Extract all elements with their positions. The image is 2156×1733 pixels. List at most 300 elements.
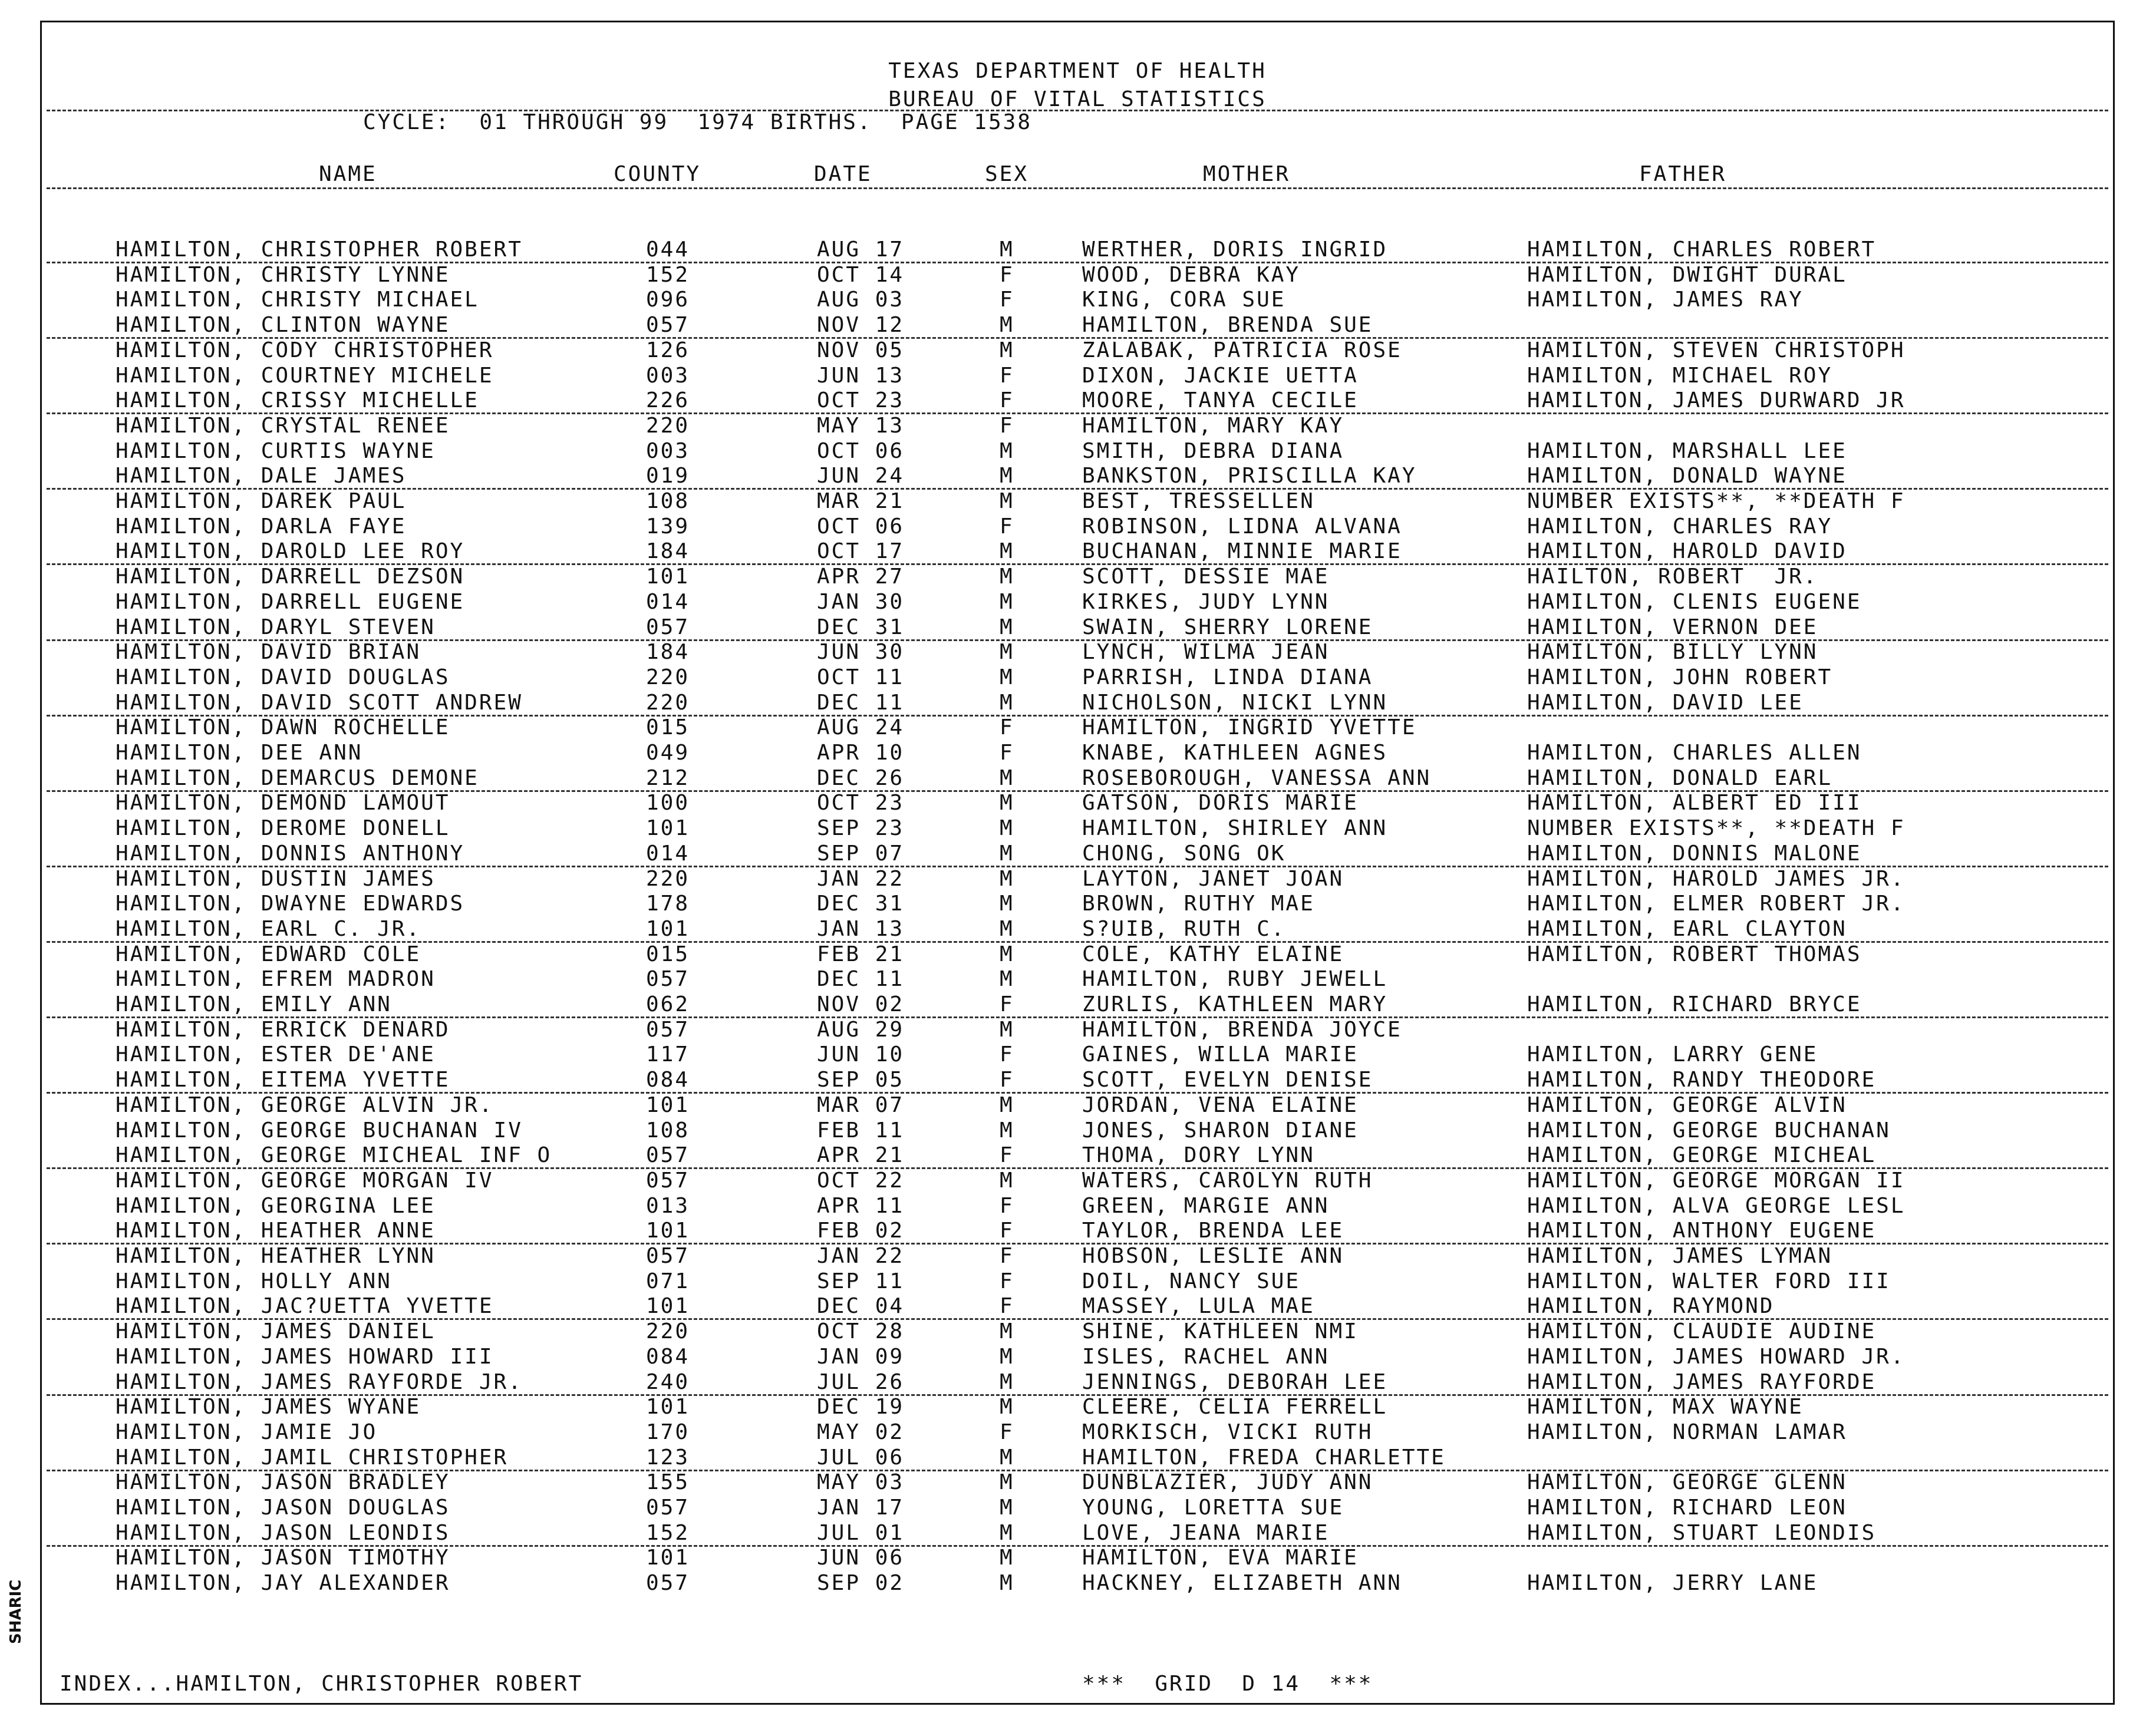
cell-date: NOV 02	[817, 992, 905, 1016]
cell-name: HAMILTON, HOLLY ANN	[116, 1269, 392, 1293]
table-row	[42, 1395, 2113, 1420]
cell-sex: M	[1000, 1344, 1014, 1369]
table-row	[42, 1295, 2113, 1319]
cell-father: HAMILTON, JAMES HOWARD JR.	[1527, 1344, 1906, 1369]
cell-sex: M	[1000, 1395, 1014, 1420]
cell-sex: F	[1000, 514, 1014, 539]
cell-date: MAR 21	[817, 489, 905, 513]
cell-name: HAMILTON, DEMOND LAMOUT	[116, 791, 450, 816]
cell-sex: M	[1000, 866, 1014, 891]
cell-name: HAMILTON, DAROLD LEE ROY	[116, 539, 465, 564]
cell-father: HAMILTON, NORMAN LAMAR	[1527, 1420, 1847, 1444]
cell-county: 117	[646, 1042, 690, 1067]
cell-date: DEC 11	[817, 690, 905, 715]
table-row	[42, 1270, 2113, 1295]
cell-name: HAMILTON, JASON LEONDIS	[116, 1520, 450, 1545]
cell-county: 062	[646, 992, 690, 1016]
table-row	[42, 842, 2113, 867]
cell-father: HAMILTON, CLENIS EUGENE	[1527, 589, 1862, 614]
cell-county: 212	[646, 765, 690, 790]
cell-name: HAMILTON, DAREK PAUL	[116, 489, 407, 513]
table-row	[42, 515, 2113, 540]
cell-name: HAMILTON, ERRICK DENARD	[116, 1017, 450, 1042]
cell-mother: KNABE, KATHLEEN AGNES	[1082, 741, 1388, 765]
cell-mother: GATSON, DORIS MARIE	[1082, 791, 1359, 816]
cell-name: HAMILTON, EDWARD COLE	[116, 942, 421, 966]
cell-sex: M	[1000, 665, 1014, 689]
cell-date: JAN 13	[817, 916, 905, 941]
cell-sex: M	[1000, 942, 1014, 966]
header-bureau: BUREAU OF VITAL STATISTICS	[888, 87, 1267, 111]
table-row	[42, 1094, 2113, 1118]
cell-sex: M	[1000, 1092, 1014, 1117]
cell-date: NOV 05	[817, 338, 905, 362]
cell-mother: CHONG, SONG OK	[1082, 841, 1286, 866]
table-row	[42, 1043, 2113, 1068]
cell-name: HAMILTON, CRISSY MICHELLE	[116, 388, 479, 413]
cell-sex: M	[1000, 1017, 1014, 1042]
table-row	[42, 313, 2113, 338]
cell-county: 108	[646, 1118, 690, 1143]
cell-name: HAMILTON, HEATHER ANNE	[116, 1219, 436, 1243]
col-sex-header: SEX	[985, 162, 1029, 186]
cell-date: JUN 24	[817, 464, 905, 488]
header-department: TEXAS DEPARTMENT OF HEALTH	[888, 59, 1267, 83]
cell-father: HAMILTON, GEORGE MORGAN II	[1527, 1168, 1906, 1193]
cell-sex: M	[1000, 615, 1014, 639]
cell-sex: M	[1000, 816, 1014, 841]
cell-mother: WOOD, DEBRA KAY	[1082, 262, 1301, 287]
cell-name: HAMILTON, JAC?UETTA YVETTE	[116, 1294, 494, 1319]
cell-sex: F	[1000, 1294, 1014, 1319]
cell-county: 220	[646, 866, 690, 891]
cell-county: 240	[646, 1369, 690, 1394]
table-row	[42, 1320, 2113, 1345]
cell-father: HAMILTON, CHARLES RAY	[1527, 514, 1833, 539]
cell-father: HAMILTON, VERNON DEE	[1527, 615, 1818, 639]
cell-name: HAMILTON, DARRELL DEZSON	[116, 565, 465, 589]
cell-county: 015	[646, 715, 690, 740]
cell-date: AUG 24	[817, 715, 905, 740]
cell-sex: M	[1000, 1369, 1014, 1394]
cell-father: NUMBER EXISTS**, **DEATH F	[1527, 816, 1906, 841]
cell-name: HAMILTON, DONNIS ANTHONY	[116, 841, 465, 866]
cell-father: HAMILTON, CHARLES ALLEN	[1527, 741, 1862, 765]
cell-date: OCT 17	[817, 539, 905, 564]
cell-county: 084	[646, 1068, 690, 1092]
table-row	[42, 1068, 2113, 1093]
cell-mother: GREEN, MARGIE ANN	[1082, 1193, 1330, 1218]
cell-county: 220	[646, 1319, 690, 1344]
cell-date: JAN 22	[817, 866, 905, 891]
table-row	[42, 767, 2113, 791]
cell-county: 155	[646, 1470, 690, 1495]
cell-name: HAMILTON, DAWN ROCHELLE	[116, 715, 450, 740]
cell-county: 139	[646, 514, 690, 539]
cell-mother: COLE, KATHY ELAINE	[1082, 942, 1344, 966]
cell-mother: BROWN, RUTHY MAE	[1082, 892, 1315, 916]
column-header-divider	[47, 187, 2108, 189]
cell-date: DEC 04	[817, 1294, 905, 1319]
cell-father: HAMILTON, JAMES DURWARD JR	[1527, 388, 1906, 413]
cell-sex: F	[1000, 1193, 1014, 1218]
cell-father: HAMILTON, ANTHONY EUGENE	[1527, 1219, 1877, 1243]
cell-mother: BANKSTON, PRISCILLA KAY	[1082, 464, 1417, 488]
cell-county: 220	[646, 665, 690, 689]
cell-date: JAN 17	[817, 1496, 905, 1520]
cell-county: 084	[646, 1344, 690, 1369]
cell-sex: M	[1000, 690, 1014, 715]
cell-sex: F	[1000, 1269, 1014, 1293]
cell-county: 178	[646, 892, 690, 916]
cell-date: MAY 02	[817, 1420, 905, 1444]
cell-date: DEC 11	[817, 967, 905, 992]
cell-date: JUN 30	[817, 640, 905, 665]
header-divider	[47, 110, 2108, 111]
cell-name: HAMILTON, DALE JAMES	[116, 464, 407, 488]
cell-father: HAMILTON, EARL CLAYTON	[1527, 916, 1847, 941]
cell-date: FEB 21	[817, 942, 905, 966]
cell-mother: HAMILTON, RUBY JEWELL	[1082, 967, 1388, 992]
cell-county: 044	[646, 237, 690, 262]
footer-index: INDEX...HAMILTON, CHRISTOPHER ROBERT	[60, 1672, 583, 1696]
cell-name: HAMILTON, DARLA FAYE	[116, 514, 407, 539]
cell-father: HAMILTON, HAROLD JAMES JR.	[1527, 866, 1906, 891]
cell-county: 123	[646, 1445, 690, 1470]
cell-county: 003	[646, 363, 690, 388]
cell-date: DEC 19	[817, 1395, 905, 1420]
cell-father: HAMILTON, MARSHALL LEE	[1527, 438, 1847, 463]
table-row	[42, 1446, 2113, 1471]
cell-date: OCT 06	[817, 514, 905, 539]
cell-sex: F	[1000, 262, 1014, 287]
cell-county: 014	[646, 841, 690, 866]
cell-date: OCT 23	[817, 791, 905, 816]
cell-father: HAMILTON, ROBERT THOMAS	[1527, 942, 1862, 966]
cell-sex: M	[1000, 841, 1014, 866]
cell-mother: LAYTON, JANET JOAN	[1082, 866, 1344, 891]
cell-mother: HAMILTON, FREDA CHARLETTE	[1082, 1445, 1446, 1470]
cell-date: SEP 02	[817, 1571, 905, 1596]
cell-county: 101	[646, 1219, 690, 1243]
table-row	[42, 641, 2113, 665]
cell-name: HAMILTON, JAMES HOWARD III	[116, 1344, 494, 1369]
cell-father: HAILTON, ROBERT JR.	[1527, 565, 1818, 589]
col-name-header: NAME	[319, 162, 377, 186]
cell-father: HAMILTON, MAX WAYNE	[1527, 1395, 1804, 1420]
table-row	[42, 339, 2113, 364]
cell-mother: DUNBLAZIER, JUDY ANN	[1082, 1470, 1373, 1495]
cell-date: OCT 22	[817, 1168, 905, 1193]
cell-mother: SHINE, KATHLEEN NMI	[1082, 1319, 1359, 1344]
cell-father: HAMILTON, CHARLES ROBERT	[1527, 237, 1877, 262]
table-row	[42, 490, 2113, 514]
cell-sex: F	[1000, 1143, 1014, 1168]
cell-date: DEC 31	[817, 892, 905, 916]
cell-name: HAMILTON, CLINTON WAYNE	[116, 313, 450, 338]
cell-county: 057	[646, 615, 690, 639]
cell-name: HAMILTON, DEE ANN	[116, 741, 363, 765]
cell-mother: BUCHANAN, MINNIE MARIE	[1082, 539, 1402, 564]
cell-sex: M	[1000, 539, 1014, 564]
cell-name: HAMILTON, HEATHER LYNN	[116, 1244, 436, 1268]
cell-mother: TAYLOR, BRENDA LEE	[1082, 1219, 1344, 1243]
cell-name: HAMILTON, GEORGE ALVIN JR.	[116, 1092, 494, 1117]
cell-sex: F	[1000, 715, 1014, 740]
cell-county: 019	[646, 464, 690, 488]
table-row	[42, 1245, 2113, 1269]
cell-sex: M	[1000, 589, 1014, 614]
cell-father: HAMILTON, JERRY LANE	[1527, 1571, 1818, 1596]
cell-sex: M	[1000, 1571, 1014, 1596]
cell-date: SEP 07	[817, 841, 905, 866]
table-row	[42, 1345, 2113, 1370]
cell-sex: M	[1000, 1520, 1014, 1545]
cell-father: HAMILTON, DWIGHT DURAL	[1527, 262, 1847, 287]
cell-date: FEB 11	[817, 1118, 905, 1143]
table-row	[42, 867, 2113, 892]
cell-name: HAMILTON, JASON BRADLEY	[116, 1470, 450, 1495]
cell-county: 126	[646, 338, 690, 362]
table-row	[42, 1546, 2113, 1571]
footer-grid: *** GRID D 14 ***	[1082, 1672, 1373, 1696]
cell-sex: F	[1000, 1068, 1014, 1092]
cell-name: HAMILTON, GEORGINA LEE	[116, 1193, 436, 1218]
cell-sex: F	[1000, 1219, 1014, 1243]
cell-county: 101	[646, 1092, 690, 1117]
cell-name: HAMILTON, DARRELL EUGENE	[116, 589, 465, 614]
cell-sex: M	[1000, 1319, 1014, 1344]
cell-father: HAMILTON, CLAUDIE AUDINE	[1527, 1319, 1877, 1344]
table-row	[42, 817, 2113, 841]
cell-name: HAMILTON, EMILY ANN	[116, 992, 392, 1016]
cell-sex: M	[1000, 489, 1014, 513]
table-row	[42, 414, 2113, 439]
cell-name: HAMILTON, DAVID DOUGLAS	[116, 665, 450, 689]
cell-county: 101	[646, 816, 690, 841]
cell-sex: M	[1000, 313, 1014, 338]
cell-father: HAMILTON, GEORGE GLENN	[1527, 1470, 1847, 1495]
cell-date: JAN 30	[817, 589, 905, 614]
cell-father: HAMILTON, STUART LEONDIS	[1527, 1520, 1877, 1545]
cell-date: SEP 05	[817, 1068, 905, 1092]
cell-sex: M	[1000, 1470, 1014, 1495]
cell-name: HAMILTON, DUSTIN JAMES	[116, 866, 436, 891]
cell-sex: M	[1000, 1445, 1014, 1470]
cell-name: HAMILTON, GEORGE MICHEAL INF O	[116, 1143, 552, 1168]
cell-name: HAMILTON, DAVID SCOTT ANDREW	[116, 690, 523, 715]
cell-county: 057	[646, 313, 690, 338]
cell-county: 170	[646, 1420, 690, 1444]
cell-county: 101	[646, 1294, 690, 1319]
table-row	[42, 1521, 2113, 1546]
cell-county: 184	[646, 640, 690, 665]
cell-mother: HOBSON, LESLIE ANN	[1082, 1244, 1344, 1268]
cell-father: HAMILTON, RICHARD LEON	[1527, 1496, 1847, 1520]
cell-county: 220	[646, 413, 690, 438]
cell-county: 013	[646, 1193, 690, 1218]
cell-date: AUG 29	[817, 1017, 905, 1042]
table-row	[42, 565, 2113, 590]
col-mother-header: MOTHER	[1203, 162, 1291, 186]
table-row	[42, 540, 2113, 565]
cell-county: 057	[646, 967, 690, 992]
table-row	[42, 288, 2113, 313]
cell-father: HAMILTON, DONALD EARL	[1527, 765, 1833, 790]
cell-county: 057	[646, 1244, 690, 1268]
cell-sex: M	[1000, 967, 1014, 992]
cell-sex: M	[1000, 791, 1014, 816]
cell-name: HAMILTON, GEORGE MORGAN IV	[116, 1168, 494, 1193]
cell-county: 152	[646, 1520, 690, 1545]
cell-county: 152	[646, 262, 690, 287]
cell-mother: THOMA, DORY LYNN	[1082, 1143, 1315, 1168]
cell-county: 101	[646, 1546, 690, 1570]
cell-father: HAMILTON, STEVEN CHRISTOPH	[1527, 338, 1906, 362]
cell-father: HAMILTON, JAMES LYMAN	[1527, 1244, 1833, 1268]
table-row	[42, 666, 2113, 691]
cell-date: JUL 26	[817, 1369, 905, 1394]
cell-mother: HAMILTON, BRENDA JOYCE	[1082, 1017, 1402, 1042]
cell-date: DEC 31	[817, 615, 905, 639]
cell-name: HAMILTON, JAMIE JO	[116, 1420, 378, 1444]
cell-name: HAMILTON, DAVID BRIAN	[116, 640, 421, 665]
cell-mother: MASSEY, LULA MAE	[1082, 1294, 1315, 1319]
cell-name: HAMILTON, JAMIL CHRISTOPHER	[116, 1445, 509, 1470]
cell-date: SEP 23	[817, 816, 905, 841]
col-date-header: DATE	[814, 162, 872, 186]
cell-county: 101	[646, 565, 690, 589]
cell-father: HAMILTON, GEORGE MICHEAL	[1527, 1143, 1877, 1168]
cell-date: JUL 01	[817, 1520, 905, 1545]
cell-sex: M	[1000, 438, 1014, 463]
cell-mother: BEST, TRESSELLEN	[1082, 489, 1315, 513]
cell-father: HAMILTON, LARRY GENE	[1527, 1042, 1818, 1067]
cell-name: HAMILTON, CHRISTOPHER ROBERT	[116, 237, 523, 262]
cell-sex: F	[1000, 388, 1014, 413]
cell-sex: M	[1000, 565, 1014, 589]
table-row	[42, 1471, 2113, 1496]
cell-date: APR 21	[817, 1143, 905, 1168]
cell-mother: WATERS, CAROLYN RUTH	[1082, 1168, 1373, 1193]
cell-sex: M	[1000, 1546, 1014, 1570]
record-sheet	[40, 21, 2115, 1705]
cell-date: JUN 10	[817, 1042, 905, 1067]
cell-mother: GAINES, WILLA MARIE	[1082, 1042, 1359, 1067]
cell-father: HAMILTON, RANDY THEODORE	[1527, 1068, 1877, 1092]
table-row	[42, 1496, 2113, 1521]
cell-sex: M	[1000, 464, 1014, 488]
table-row	[42, 464, 2113, 489]
cell-mother: HAMILTON, SHIRLEY ANN	[1082, 816, 1388, 841]
table-row	[42, 1018, 2113, 1043]
cycle-line: CYCLE: 01 THROUGH 99 1974 BIRTHS. PAGE 1538	[363, 110, 1032, 134]
cell-name: HAMILTON, CURTIS WAYNE	[116, 438, 436, 463]
table-row	[42, 1572, 2113, 1596]
table-row	[42, 917, 2113, 942]
cell-sex: M	[1000, 338, 1014, 362]
cell-father: HAMILTON, ALBERT ED III	[1527, 791, 1862, 816]
cell-sex: M	[1000, 1168, 1014, 1193]
cell-county: 101	[646, 916, 690, 941]
table-row	[42, 1421, 2113, 1445]
cell-mother: YOUNG, LORETTA SUE	[1082, 1496, 1344, 1520]
cell-mother: MORKISCH, VICKI RUTH	[1082, 1420, 1373, 1444]
cell-mother: ZURLIS, KATHLEEN MARY	[1082, 992, 1388, 1016]
cell-father: HAMILTON, GEORGE ALVIN	[1527, 1092, 1847, 1117]
cell-mother: KING, CORA SUE	[1082, 288, 1286, 312]
table-row	[42, 1371, 2113, 1395]
cell-sex: M	[1000, 237, 1014, 262]
cell-sex: M	[1000, 892, 1014, 916]
cell-mother: WERTHER, DORIS INGRID	[1082, 237, 1388, 262]
cell-mother: SCOTT, EVELYN DENISE	[1082, 1068, 1373, 1092]
cell-county: 003	[646, 438, 690, 463]
cell-father: HAMILTON, ELMER ROBERT JR.	[1527, 892, 1906, 916]
cell-county: 057	[646, 1143, 690, 1168]
cell-mother: PARRISH, LINDA DIANA	[1082, 665, 1373, 689]
cell-county: 057	[646, 1168, 690, 1193]
cell-county: 100	[646, 791, 690, 816]
cell-name: HAMILTON, JAMES DANIEL	[116, 1319, 436, 1344]
cell-county: 015	[646, 942, 690, 966]
cell-date: FEB 02	[817, 1219, 905, 1243]
cell-mother: SCOTT, DESSIE MAE	[1082, 565, 1330, 589]
cell-date: APR 27	[817, 565, 905, 589]
cell-sex: M	[1000, 1118, 1014, 1143]
cell-date: MAY 03	[817, 1470, 905, 1495]
table-row	[42, 1119, 2113, 1144]
cell-county: 049	[646, 741, 690, 765]
table-row	[42, 943, 2113, 968]
cell-county: 057	[646, 1571, 690, 1596]
cell-name: HAMILTON, DEMARCUS DEMONE	[116, 765, 479, 790]
cell-mother: JORDAN, VENA ELAINE	[1082, 1092, 1359, 1117]
cell-sex: F	[1000, 741, 1014, 765]
cell-mother: HAMILTON, INGRID YVETTE	[1082, 715, 1417, 740]
cell-county: 108	[646, 489, 690, 513]
cell-father: HAMILTON, DAVID LEE	[1527, 690, 1804, 715]
cell-county: 101	[646, 1395, 690, 1420]
cell-sex: M	[1000, 765, 1014, 790]
cell-sex: F	[1000, 413, 1014, 438]
cell-mother: S?UIB, RUTH C.	[1082, 916, 1286, 941]
table-row	[42, 440, 2113, 464]
cell-date: APR 10	[817, 741, 905, 765]
cell-mother: ROSEBOROUGH, VANESSA ANN	[1082, 765, 1432, 790]
cell-mother: JONES, SHARON DIANE	[1082, 1118, 1359, 1143]
table-row	[42, 590, 2113, 615]
cell-date: APR 11	[817, 1193, 905, 1218]
cell-father: HAMILTON, WALTER FORD III	[1527, 1269, 1891, 1293]
cell-mother: DIXON, JACKIE UETTA	[1082, 363, 1359, 388]
cell-father: HAMILTON, DONNIS MALONE	[1527, 841, 1862, 866]
cell-father: HAMILTON, ALVA GEORGE LESL	[1527, 1193, 1906, 1218]
cell-sex: F	[1000, 363, 1014, 388]
table-row	[42, 238, 2113, 263]
cell-name: HAMILTON, DWAYNE EDWARDS	[116, 892, 465, 916]
table-row	[42, 716, 2113, 741]
table-row	[42, 1144, 2113, 1168]
table-row	[42, 791, 2113, 816]
cell-mother: HAMILTON, BRENDA SUE	[1082, 313, 1373, 338]
cell-county: 096	[646, 288, 690, 312]
cell-date: SEP 11	[817, 1269, 905, 1293]
cell-name: HAMILTON, JASON TIMOTHY	[116, 1546, 450, 1570]
cell-father: NUMBER EXISTS**, **DEATH F	[1527, 489, 1906, 513]
cell-mother: MOORE, TANYA CECILE	[1082, 388, 1359, 413]
cell-date: OCT 28	[817, 1319, 905, 1344]
